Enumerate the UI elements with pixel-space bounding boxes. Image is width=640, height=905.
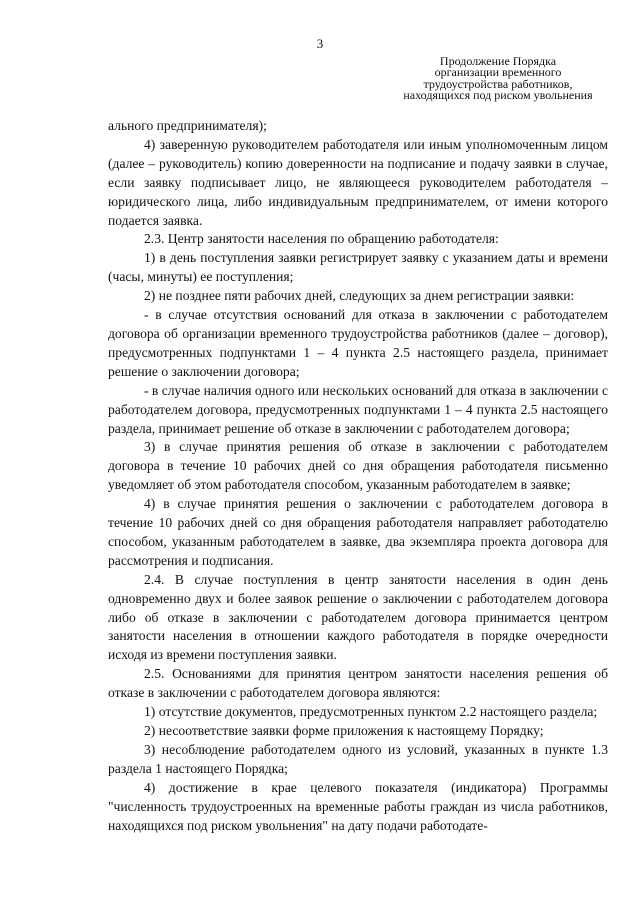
paragraph: 4) достижение в крае целевого показателя (индикатора) Программы "численность трудоустроенных на временные работы граждан из числа работников, находящихся под риском увольнения" на дату подачи работодате- (108, 779, 608, 833)
paragraph: 2) несоответствие заявки форме приложения к настоящему Порядку; (144, 723, 544, 738)
running-header-line: Продолжение Порядка (439, 54, 557, 68)
paragraph: 3) в случае принятия решения об отказе в заключении с работодателем договора в течение 10 рабочих дней со дня обращения работодателя письменно уведомляет об этом работодателя способом, указанным работодателем в заявке; (108, 439, 608, 493)
paragraph: 4) в случае принятия решения о заключении с работодателем договора в течение 10 рабочих дней со дня обращения работодателя направляет работодателю способом, указанным работодателем в заявке, два экземпляра проекта договора для рассмотрения и подписания. (108, 496, 608, 568)
running-header (386, 56, 610, 101)
paragraph: - в случае отсутствия оснований для отказа в заключении с работодателем договора об организации временного трудоустройства работников (далее – договор), предусмотренных подпунктами 1 – 4 пункта 2.5 настоящего раздела, принимает решение о заключении договора; (108, 307, 608, 379)
document-body (108, 117, 608, 835)
paragraph: 1) в день поступления заявки регистрирует заявку с указанием даты и времени (часы, минуты) ее поступления; (108, 250, 608, 285)
running-header-line: трудоустройства работников, (423, 76, 573, 91)
running-header-line: организации временного (434, 65, 562, 80)
running-header-line: находящихся под риском увольнения (403, 87, 593, 102)
paragraph: 2.3. Центр занятости населения по обращению работодателя: (144, 231, 499, 247)
paragraph: 3) несоблюдение работодателем одного из условий, указанных в пункте 1.3 раздела 1 настоящего Порядка; (108, 741, 608, 776)
paragraph-continuation: ального предпринимателя); (108, 118, 267, 133)
paragraph: 4) заверенную руководителем работодателя или иным уполномоченным лицом (далее – руководитель) копию доверенности на подписание и подачу заявки в случае, если заявку подписывает лицо, не являющееся руководителем работодателя – юридического лица, либо индивидуальным предпринимателем, от имени которого подается заявка. (108, 136, 608, 228)
page-number: 3 (316, 36, 324, 51)
paragraph: - в случае наличия одного или нескольких оснований для отказа в заключении с работодателем договора, предусмотренных подпунктами 1 – 4 пункта 2.5 настоящего раздела, принимает решение об отказе в заключении с работодателем договора; (108, 382, 608, 436)
paragraph: 2.5. Основаниями для принятия центром занятости населения решения об отказе в заключении с работодателем договора являются: (108, 666, 608, 701)
paragraph: 1) отсутствие документов, предусмотренных пунктом 2.2 настоящего раздела; (144, 704, 598, 720)
paragraph: 2.4. В случае поступления в центр занятости населения в один день одновременно двух и более заявок решение о заключении с работодателем договора либо об отказе в заключении с работодателем договора принимается центром занятости населения в отношении каждого работодателя в порядке очередности исходя из времени поступления заявки. (108, 571, 608, 663)
paragraph: 2) не позднее пяти рабочих дней, следующих за днем регистрации заявки: (144, 288, 575, 304)
